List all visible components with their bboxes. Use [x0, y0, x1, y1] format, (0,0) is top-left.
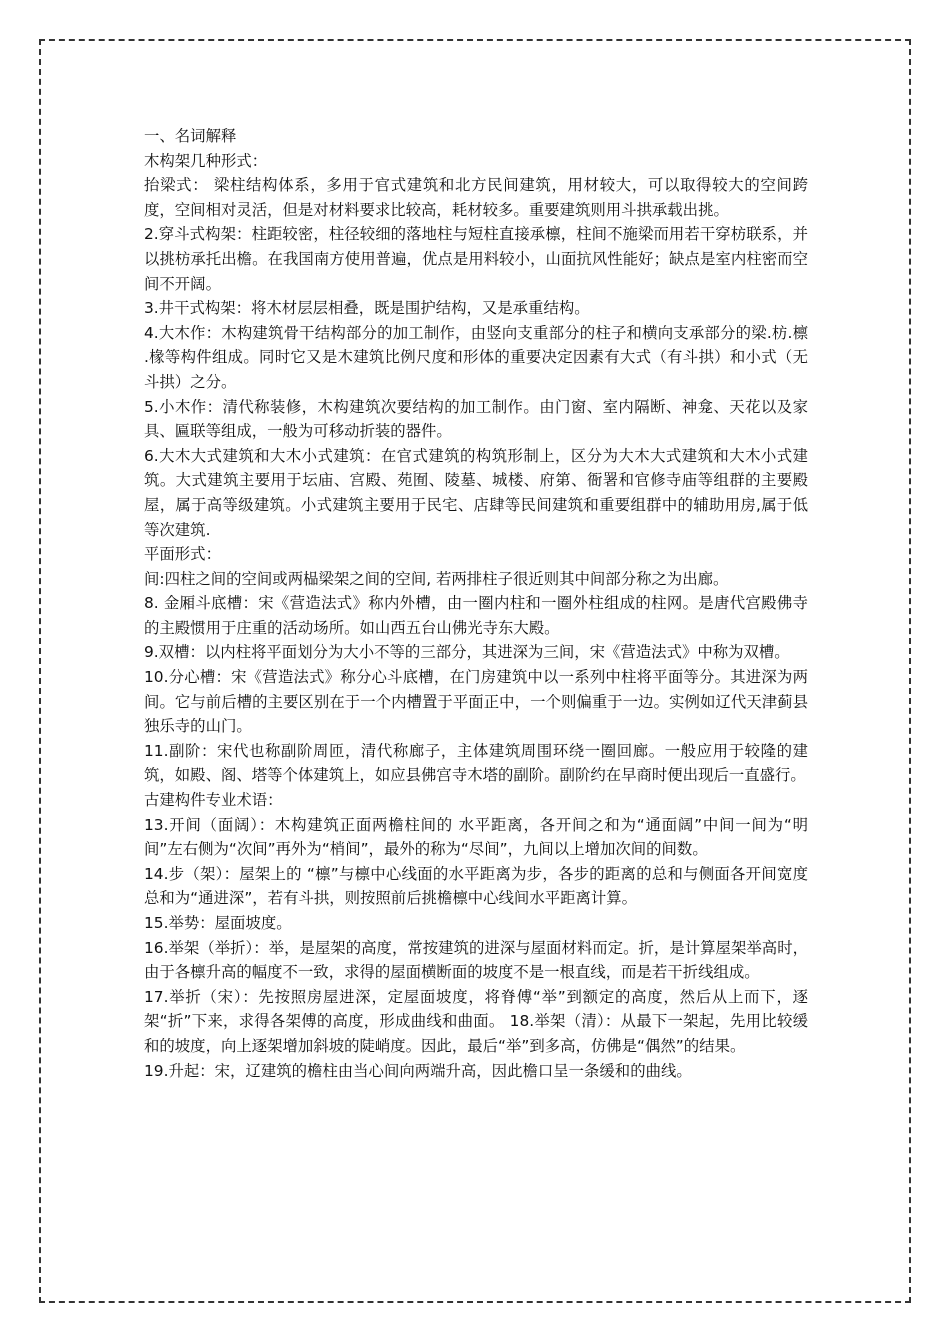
paragraph-chuandou: 2.穿斗式构架：柱距较密，柱径较细的落地柱与短柱直接承檩，柱间不施梁而用若干穿枋联系，并以挑枋承托出檐。在我国南方使用普遍，优点是用料较小，山面抗风性能好；缺点是室内柱密而空间不开阔。	[144, 225, 808, 293]
paragraph-jushi: 15.举势：屋面坡度。	[144, 914, 292, 932]
paragraph-jian: 间:四柱之间的空间或两榀梁架之间的空间, 若两排柱子很近则其中间部分称之为出廊。	[144, 569, 729, 588]
subheading-frame-types: 木构架几种形式：	[144, 151, 268, 170]
paragraph-damuzuo: 4.大木作：木构建筑骨干结构部分的加工制作，由竖向支重部分的柱子和横向支承部分的梁.枋.檩 .椽等构件组成。同时它又是木建筑比例尺度和形体的重要决定因素有大式（有斗拱）和小式（无斗拱）之分。	[144, 323, 808, 391]
paragraph-jujia-juzhe: 16.举架（举折）：举，是屋架的高度，常按建筑的进深与屋面材料而定。折，是计算屋架举高时，由于各檩升高的幅度不一致，求得的屋面横断面的坡度不是一根直线，而是若干折线组成。	[144, 938, 808, 982]
subheading-terms: 古建构件专业术语：	[144, 791, 283, 810]
paragraph-juzhe-song: 17.举折（宋）：先按照房屋进深，定屋面坡度，将脊傅“举”到额定的高度，然后从上而下，逐架“折”下来，求得各架傅的高度，形成曲线和曲面。 18.举架（清）：从最下一架起，先用比较缓和的坡度，向上逐架增加斜坡的陡峭度。因此，最后“举”到多高，仿佛是“偶然”的结果。	[144, 987, 808, 1055]
paragraph-dashi-xiaoshi: 6.大木大式建筑和大木小式建筑：在官式建筑的构筑形制上，区分为大木大式建筑和大木小式建筑。大式建筑主要用于坛庙、宫殿、苑囿、陵墓、城楼、府第、衙署和官修寺庙等组群的主要殿屋，属于高等级建筑。小式建筑主要用于民宅、店肆等民间建筑和重要组群中的辅助用房,属于低等次建筑.	[144, 446, 808, 539]
document-body	[144, 124, 808, 1083]
paragraph-fujie: 11.副阶：宋代也称副阶周匝，清代称廊子，主体建筑周围环绕一圈回廊。一般应用于较隆的建筑，如殿、阁、塔等个体建筑上，如应县佛宫寺木塔的副阶。副阶约在早商时便出现后一直盛行。	[144, 741, 808, 785]
paragraph-shengqi: 19.升起：宋，辽建筑的檐柱由当心间向两端升高，因此檐口呈一条缓和的曲线。	[144, 1061, 692, 1080]
subheading-plan-forms: 平面形式：	[144, 545, 221, 564]
section-heading: 一、名词解释	[144, 127, 237, 145]
paragraph-kaijian: 13.开间（面阔）：木构建筑正面两檐柱间的 水平距离，各开间之和为“通面阔”中间一间为“明间”左右侧为“次间”再外为“梢间”，最外的称为“尽间”，九间以上增加次间的间数。	[144, 815, 808, 859]
paragraph-jinxiang: 8. 金厢斗底槽：宋《营造法式》称内外槽，由一圈内柱和一圈外柱组成的柱网。是唐代宫殿佛寺的主殿惯用于庄重的活动场所。如山西五台山佛光寺东大殿。	[144, 594, 808, 637]
paragraph-fenxincao: 10.分心槽：宋《营造法式》称分心斗底槽，在门房建筑中以一系列中柱将平面等分。其进深为两间。它与前后槽的主要区别在于一个内槽置于平面正中，一个则偏重于一边。实例如辽代天津蓟县独乐寺的山门。	[144, 668, 808, 736]
paragraph-bujia: 14.步（架）：屋架上的 “檩”与檩中心线面的水平距离为步，各步的距离的总和与侧面各开间宽度总和为“通进深”，若有斗拱，则按照前后挑檐檩中心线间水平距离计算。	[144, 864, 808, 908]
paragraph-tailiang: 抬梁式： 梁柱结构体系，多用于官式建筑和北方民间建筑，用材较大，可以取得较大的空间跨度，空间相对灵活，但是对材料要求比较高，耗材较多。重要建筑则用斗拱承载出挑。	[144, 176, 808, 219]
paragraph-jinggan: 3.井干式构架：将木材层层相叠，既是围护结构，又是承重结构。	[144, 299, 590, 318]
paragraph-shuangcao: 9.双槽：以内柱将平面划分为大小不等的三部分，其进深为三间，宋《营造法式》中称为双槽。	[144, 643, 790, 662]
paragraph-xiaomuzuo: 5.小木作：清代称装修，木构建筑次要结构的加工制作。由门窗、室内隔断、神龛、天花以及家具、匾联等组成，一般为可移动折装的器件。	[144, 397, 808, 441]
